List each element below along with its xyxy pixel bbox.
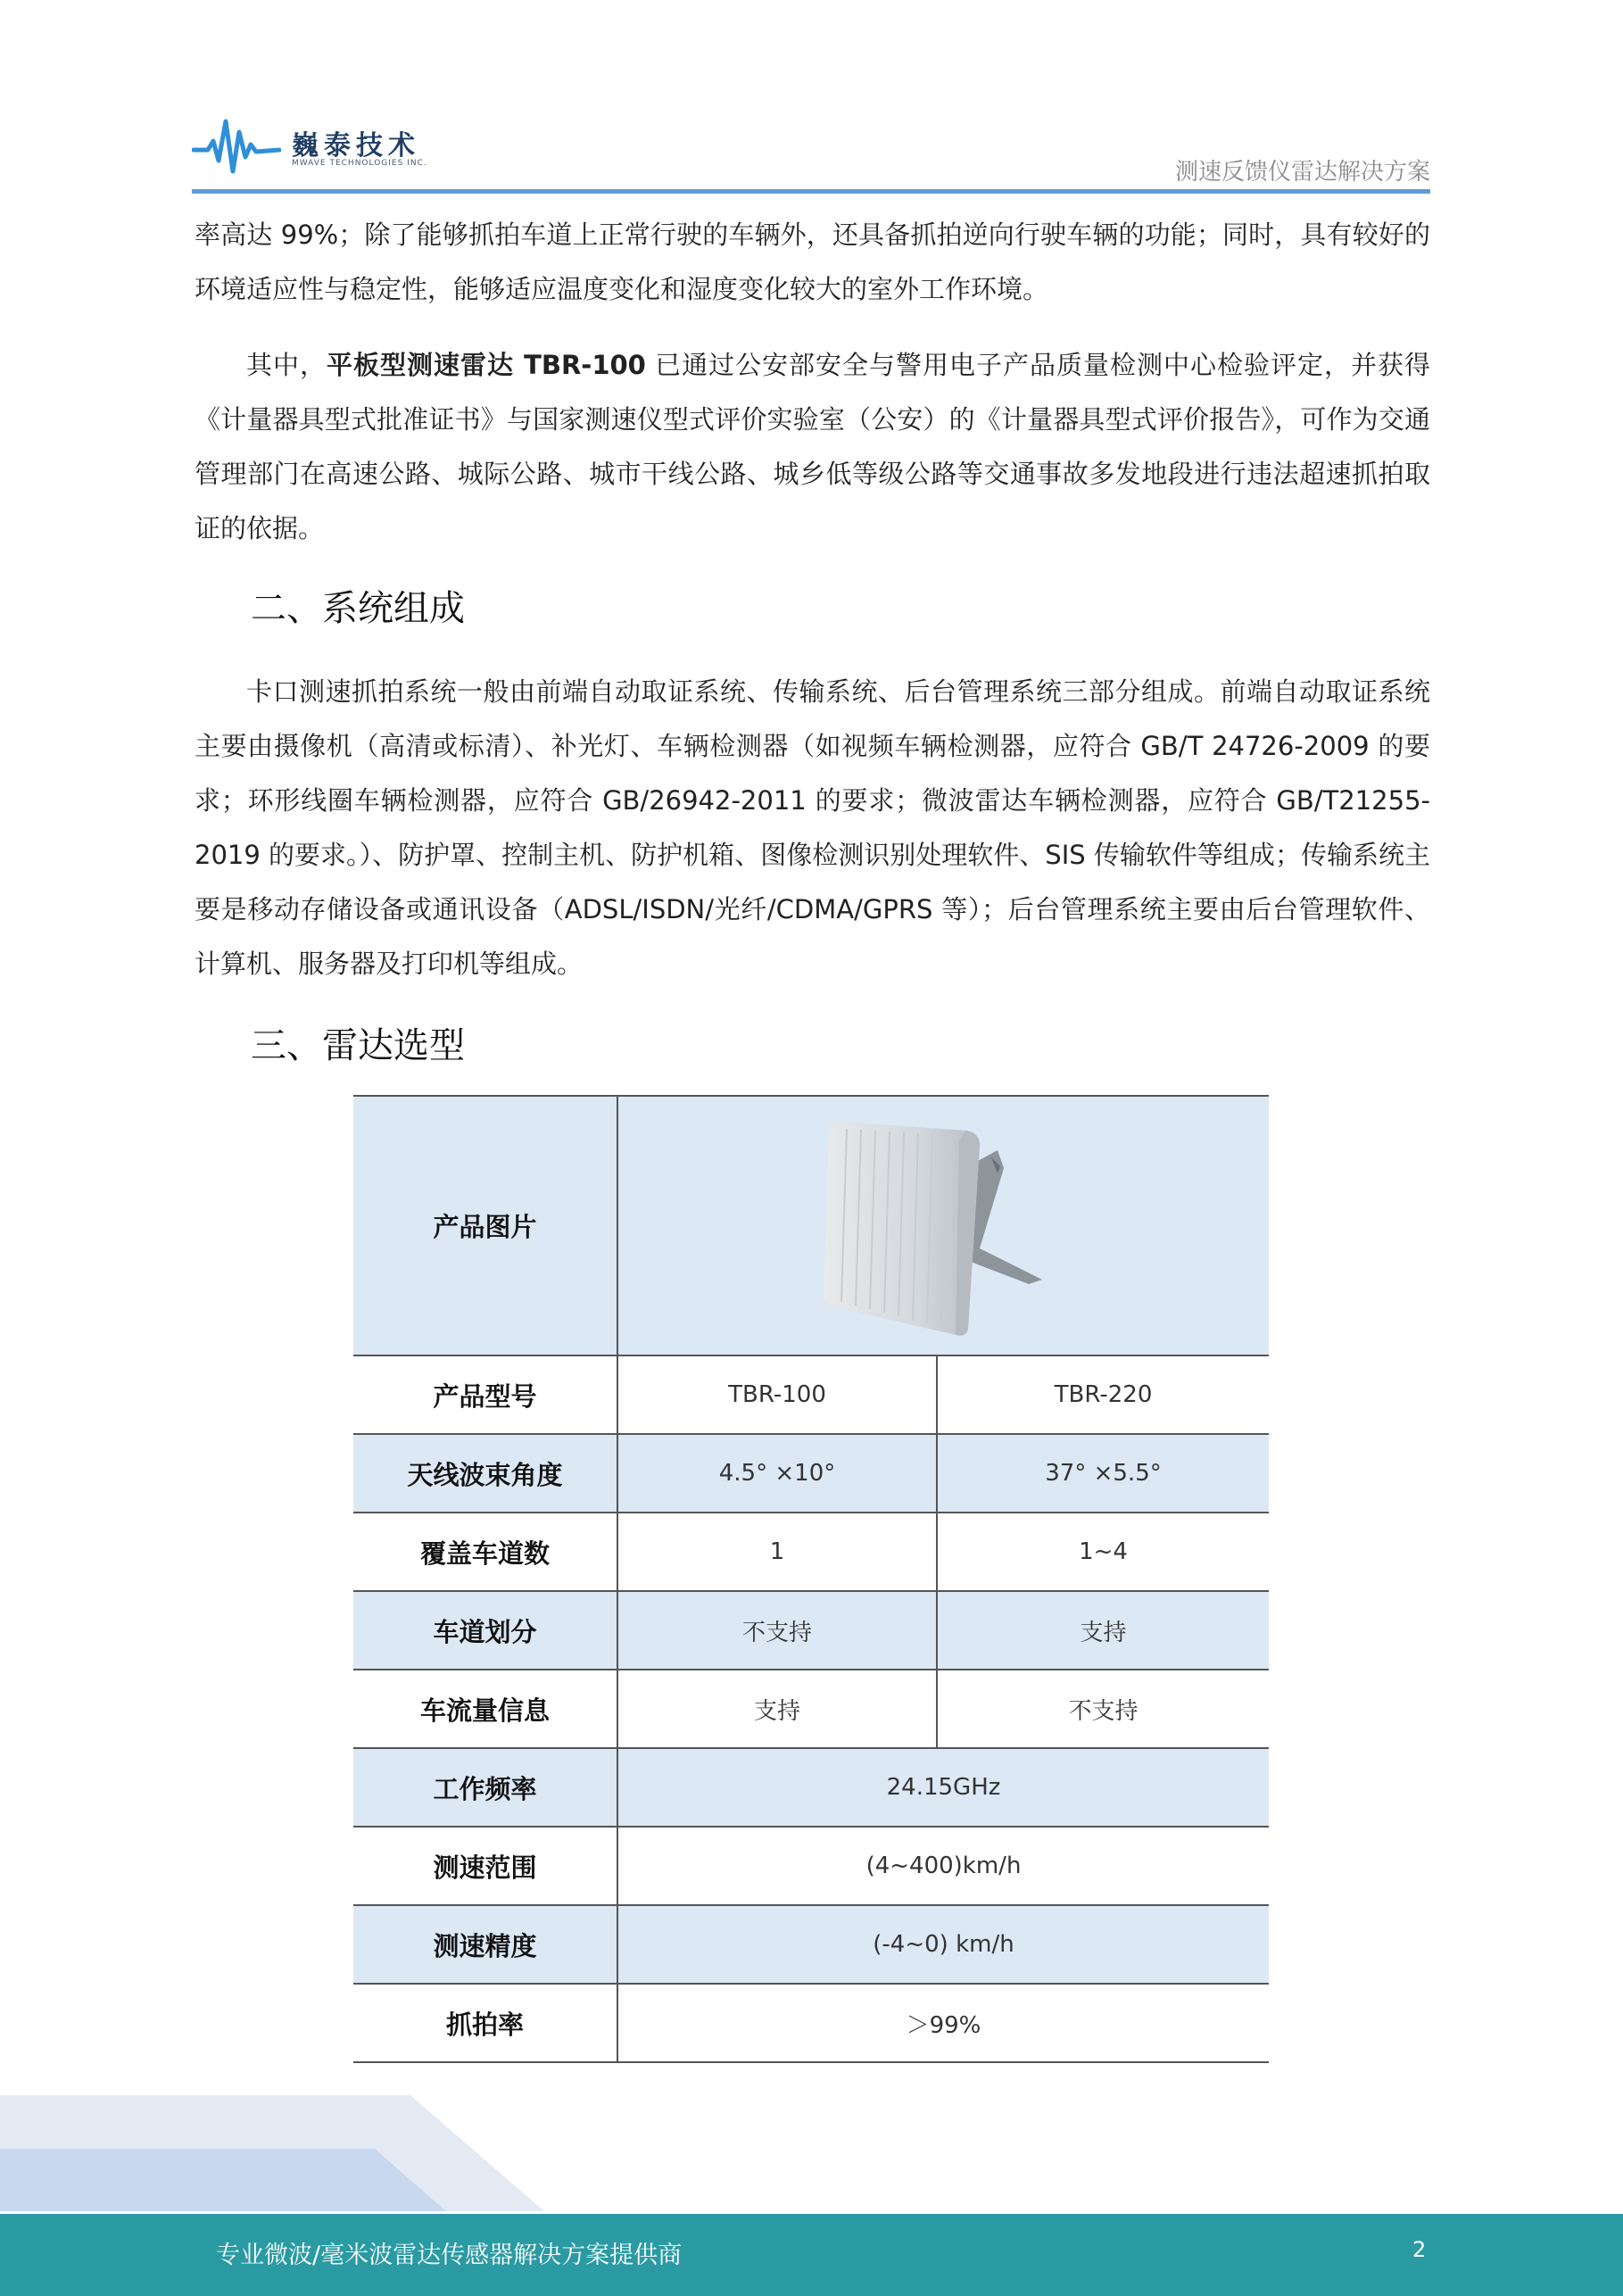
tbr100-value: 支持 xyxy=(617,1670,937,1748)
shared-value: (-4~0) km/h xyxy=(617,1905,1269,1984)
page-header xyxy=(0,0,1623,201)
para2-rest: 已通过公安部安全与警用电子产品质量检测中心检验评定，并获得《计量器具型式批准证书》与国家测速仪型式评价实验室（公安）的《计量器具型式评价报告》，可作为交通管理部门在高速公路、城际公路、城市干线公路、城乡低等级公路等交通事故多发地段进行违法超速抓拍取证的依据。 xyxy=(195,350,1430,543)
table-row xyxy=(353,1434,1269,1513)
footer-decoration xyxy=(0,2095,625,2211)
para2-prefix: 其中， xyxy=(246,350,327,380)
radar-product-image xyxy=(815,1115,1073,1338)
document-title: 测速反馈仪雷达解决方案 xyxy=(1174,159,1430,186)
paragraph-system-composition: 卡口测速抓拍系统一般由前端自动取证系统、传输系统、后台管理系统三部分组成。前端自动取证系统主要由摄像机（高清或标清）、补光灯、车辆检测器（如视频车辆检测器，应符合 GB/T 24726-2009 的要求；环形线圈车辆检测器，应符合 GB/26942-2011 的要求；微波雷达车辆检测器，应符合 GB/T21255-2019 的要求。）、防护罩、控制主机、防护机箱、图像检测识别处理软件、SIS 传输软件等组成；传输系统主要是移动存储设备或通讯设备（ADSL/ISDN/光纤/CDMA/GPRS 等）；后台管理系统主要由后台管理软件、计算机、服务器及打印机等组成。 xyxy=(195,676,1430,979)
logo-english-name: MWAVE TECHNOLOGIES INC. xyxy=(292,159,427,168)
company-logo xyxy=(192,114,460,177)
tbr100-value: TBR-100 xyxy=(617,1355,937,1434)
row-label: 测速范围 xyxy=(353,1827,617,1905)
row-label: 车流量信息 xyxy=(353,1670,617,1748)
table-row xyxy=(353,1670,1269,1748)
header-divider xyxy=(192,189,1430,194)
product-photo-cell xyxy=(617,1096,1269,1355)
shared-value: ＞99% xyxy=(617,1984,1269,2062)
table-row xyxy=(353,1905,1269,1984)
para2-bold-product: 平板型测速雷达 TBR-100 xyxy=(327,350,646,380)
table-row xyxy=(353,1513,1269,1591)
radar-spec-table xyxy=(353,1095,1269,2063)
tbr220-value: 1~4 xyxy=(937,1513,1269,1591)
tbr100-value: 1 xyxy=(617,1513,937,1591)
section-heading-system: 二、系统组成 xyxy=(251,588,465,629)
logo-chinese-name: 巍泰技术 xyxy=(292,130,420,162)
tbr220-value: 37° ×5.5° xyxy=(937,1434,1269,1513)
page-number: 2 xyxy=(1412,2237,1427,2262)
tbr220-value: 不支持 xyxy=(937,1670,1269,1748)
row-label: 覆盖车道数 xyxy=(353,1513,617,1591)
row-label: 产品型号 xyxy=(353,1355,617,1434)
section-heading-radar-selection: 三、雷达选型 xyxy=(251,1025,465,1066)
paragraph-tbr100-certification xyxy=(195,338,1430,556)
footer-tagline: 专业微波/毫米波雷达传感器解决方案提供商 xyxy=(216,2242,683,2269)
wave-logo-icon xyxy=(192,114,281,177)
table-row xyxy=(353,1748,1269,1827)
row-label: 车道划分 xyxy=(353,1591,617,1670)
tbr220-value: 支持 xyxy=(937,1591,1269,1670)
page-footer xyxy=(0,2214,1623,2296)
table-row xyxy=(353,1984,1269,2062)
table-row xyxy=(353,1827,1269,1905)
tbr100-value: 不支持 xyxy=(617,1591,937,1670)
tbr220-value: TBR-220 xyxy=(937,1355,1269,1434)
shared-value: (4~400)km/h xyxy=(617,1827,1269,1905)
paragraph-capture-rate: 率高达 99%；除了能够抓拍车道上正常行驶的车辆外，还具备抓拍逆向行驶车辆的功能；同时，具有较好的环境适应性与稳定性，能够适应温度变化和湿度变化较大的室外工作环境。 xyxy=(195,220,1430,304)
row-label: 抓拍率 xyxy=(353,1984,617,2062)
row-label: 测速精度 xyxy=(353,1905,617,1984)
row-label: 工作频率 xyxy=(353,1748,617,1827)
table-row xyxy=(353,1591,1269,1670)
photo-label: 产品图片 xyxy=(353,1096,617,1355)
row-label: 天线波束角度 xyxy=(353,1434,617,1513)
tbr100-value: 4.5° ×10° xyxy=(617,1434,937,1513)
table-row xyxy=(353,1355,1269,1434)
table-row-photo xyxy=(353,1096,1269,1355)
shared-value: 24.15GHz xyxy=(617,1748,1269,1827)
